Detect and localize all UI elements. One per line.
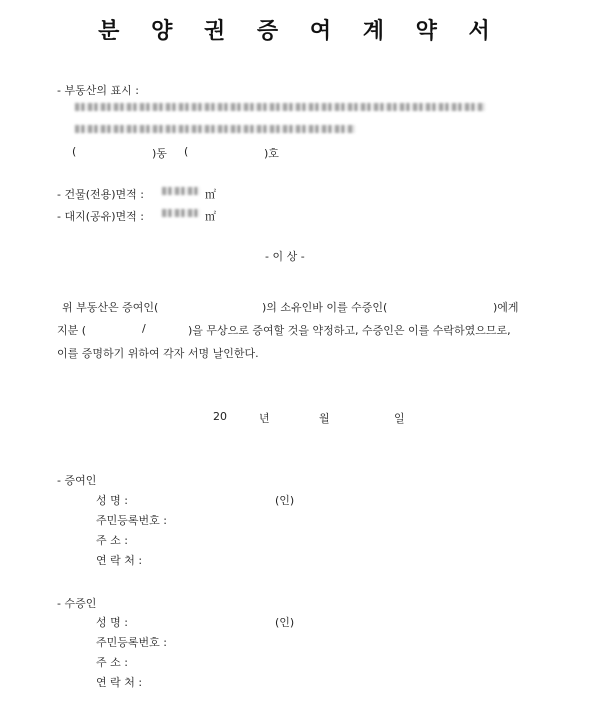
donee-name-label: 성 명 :	[96, 616, 128, 629]
donor-address-label: 주 소 :	[96, 534, 128, 547]
property-address-redacted-2	[75, 122, 355, 135]
donor-id-label: 주민등록번호 :	[96, 514, 167, 527]
land-area-value-redacted	[162, 206, 200, 219]
body-line1-c: )에게	[493, 301, 519, 314]
date-year: 년	[259, 412, 270, 425]
body-line3: 이를 증명하기 위하여 각자 서명 날인한다.	[57, 347, 259, 360]
donor-name-label: 성 명 :	[96, 494, 128, 507]
dong-open: (	[72, 145, 77, 158]
donee-address-label: 주 소 :	[96, 656, 128, 669]
donee-seal: (인)	[275, 616, 295, 629]
building-area-unit: ㎡	[205, 188, 216, 201]
body-line2-a: 지분 (	[57, 324, 87, 337]
property-address-redacted	[75, 100, 485, 113]
property-label: - 부동산의 표시 :	[57, 84, 139, 97]
date-day: 일	[394, 412, 405, 425]
donee-contact-label: 연 락 처 :	[96, 676, 143, 689]
body-line2-c: )을 무상으로 증여할 것을 약정하고, 수증인은 이를 수락하였으므로,	[188, 324, 511, 337]
body-line2-b: /	[142, 322, 146, 335]
ho-close: )호	[264, 147, 279, 160]
building-area-label: - 건물(전용)면적 :	[57, 188, 145, 201]
donor-seal: (인)	[275, 494, 295, 507]
building-area-value-redacted	[162, 184, 200, 197]
body-line1-a: 위 부동산은 증여인(	[62, 301, 159, 314]
donor-heading: - 증여인	[57, 474, 97, 487]
dong-close: )동	[152, 147, 167, 160]
donee-heading: - 수증인	[57, 597, 97, 610]
page-title: 분 양 권 증 여 계 약 서	[98, 19, 502, 44]
date-month: 월	[319, 412, 330, 425]
land-area-unit: ㎡	[205, 210, 216, 223]
land-area-label: - 대지(공유)면적 :	[57, 210, 145, 223]
donor-contact-label: 연 락 처 :	[96, 554, 143, 567]
body-line1-b: )의 소유인바 이를 수증인(	[262, 301, 388, 314]
date-year-prefix: 20	[213, 410, 227, 423]
ho-open: (	[184, 145, 189, 158]
end-mark: - 이 상 -	[265, 250, 305, 263]
donee-id-label: 주민등록번호 :	[96, 636, 167, 649]
